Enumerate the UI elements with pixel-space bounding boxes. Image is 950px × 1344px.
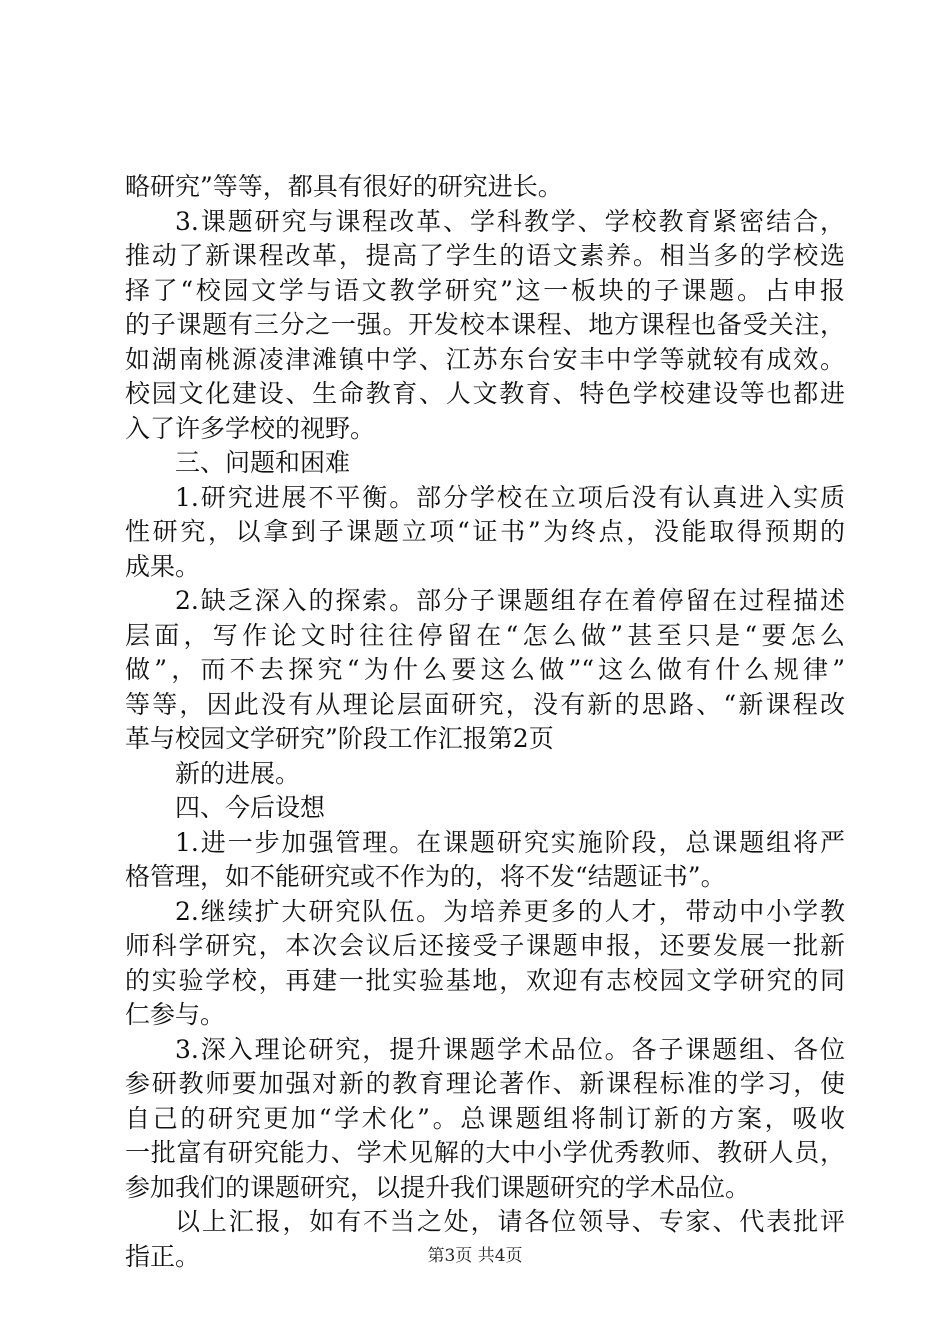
text-line: 2.继续扩大研究队伍。为培养更多的人才，带动中小学教 [175, 896, 845, 926]
text-line: 的实验学校，再建一批实验基地，欢迎有志校园文学研究的同 [125, 965, 845, 995]
text-line: 四、今后设想 [175, 793, 326, 822]
text-line: 新的进展。 [175, 758, 301, 788]
text-line: 性研究，以拿到子课题立项“证书”为终点，没能取得预期的 [125, 517, 845, 546]
text-line: 略研究”等等，都具有很好的研究进长。 [125, 172, 563, 201]
text-line: 1.研究进展不平衡。部分学校在立项后没有认真进入实质 [175, 482, 845, 512]
text-line: 一批富有研究能力、学术见解的大中小学优秀教师、教研人员， [125, 1138, 845, 1167]
text-line: 等等，因此没有从理论层面研究，没有新的思路、“新课程改 [125, 689, 845, 719]
document-body [125, 170, 845, 1274]
text-line: 校园文化建设、生命教育、人文教育、特色学校建设等也都进 [125, 379, 845, 408]
text-line: 师科学研究，本次会议后还接受子课题申报，还要发展一批新 [125, 931, 845, 960]
text-line: 格管理，如不能研究或不作为的，将不发“结题证书”。 [125, 862, 726, 891]
text-line: 成果。 [125, 551, 201, 581]
text-line: 做”，而不去探究“为什么要这么做”“这么做有什么规律” [125, 655, 845, 684]
text-line: 层面，写作论文时往往停留在“怎么做”甚至只是“要怎么 [125, 620, 845, 650]
text-line: 1.进一步加强管理。在课题研究实施阶段，总课题组将严 [175, 827, 845, 857]
text-line: 革与校园文学研究”阶段工作汇报第2页 [125, 724, 554, 753]
text-line: 三、问题和困难 [175, 448, 351, 477]
text-line: 的子课题有三分之一强。开发校本课程、地方课程也备受关注， [125, 310, 845, 339]
text-line: 入了许多学校的视野。 [125, 413, 376, 443]
text-line: 择了“校园文学与语文教学研究”这一板块的子课题。占申报 [125, 275, 845, 305]
text-line: 自己的研究更加“学术化”。总课题组将制订新的方案，吸收 [125, 1103, 845, 1133]
text-line: 以上汇报，如有不当之处，请各位领导、专家、代表批评 [175, 1207, 845, 1236]
text-line: 仁参与。 [125, 1000, 226, 1029]
page-footer: 第3页 共4页 [427, 1246, 523, 1266]
text-line: 参加我们的课题研究，以提升我们课题研究的学术品位。 [125, 1172, 751, 1202]
text-line: 推动了新课程改革，提高了学生的语文素养。相当多的学校选 [125, 241, 845, 270]
text-line: 3.课题研究与课程改革、学科教学、学校教育紧密结合， [175, 206, 845, 236]
text-line: 参研教师要加强对新的教育理论著作、新课程标准的学习，使 [125, 1069, 845, 1098]
text-line: 3.深入理论研究，提升课题学术品位。各子课题组、各位 [175, 1034, 845, 1064]
text-line: 指正。 [125, 1241, 201, 1271]
text-line: 2.缺乏深入的探索。部分子课题组存在着停留在过程描述 [175, 586, 845, 615]
text-line: 如湖南桃源凌津滩镇中学、江苏东台安丰中学等就较有成效。 [125, 344, 845, 374]
